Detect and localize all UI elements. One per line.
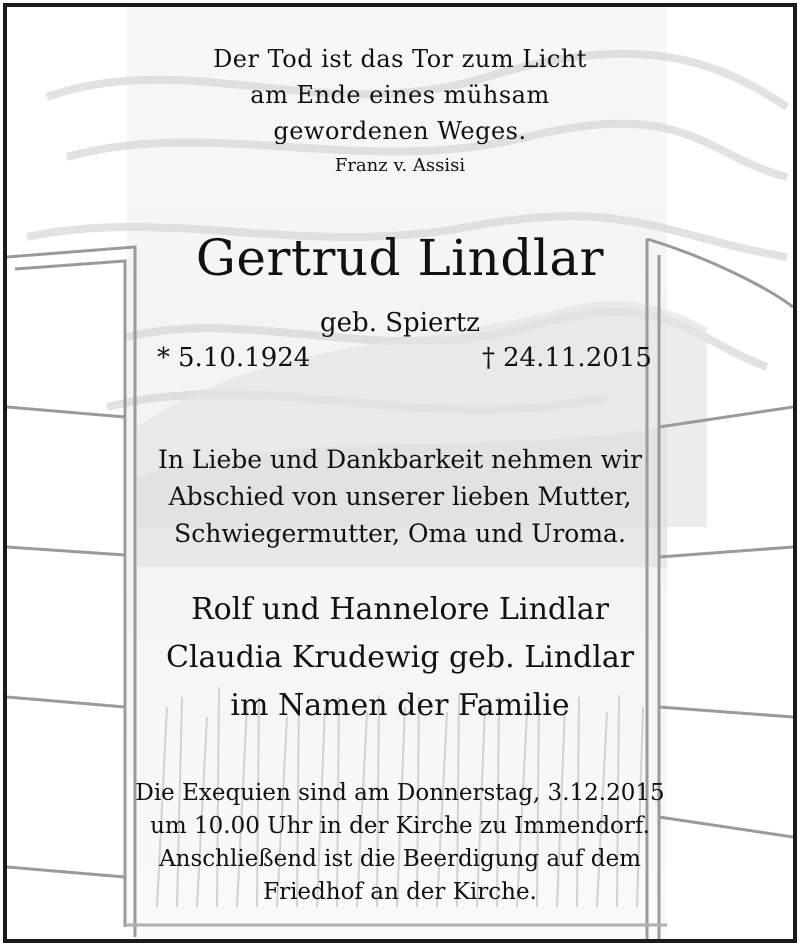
death-cross-icon: †: [482, 343, 495, 373]
quote-line-1: Der Tod ist das Tor zum Licht: [213, 45, 587, 73]
service-line-2: um 10.00 Uhr in der Kirche zu Immendorf.: [150, 813, 650, 839]
service-line-3: Anschließend ist die Beerdigung auf dem: [159, 846, 641, 872]
quote-line-3: gewordenen Weges.: [273, 117, 527, 145]
birth-date-group: [157, 343, 310, 373]
service-line-1: Die Exequien sind am Donnerstag, 3.12.2015: [135, 780, 665, 806]
death-date: 24.11.2015: [503, 343, 652, 373]
message-line-3: Schwiegermutter, Oma und Uroma.: [174, 519, 626, 548]
maiden-name: geb. Spiertz: [320, 308, 480, 338]
message-line-1: In Liebe und Dankbarkeit nehmen wir: [157, 445, 643, 474]
service-line-4: Friedhof an der Kirche.: [263, 879, 537, 905]
birth-star-icon: *: [157, 343, 170, 373]
family-line-3: im Namen der Familie: [230, 688, 570, 723]
obituary-content: [7, 7, 793, 939]
obituary-frame: [3, 3, 797, 943]
family-line-2: Claudia Krudewig geb. Lindlar: [165, 640, 635, 675]
quote-line-2: am Ende eines mühsam: [250, 81, 550, 109]
quote-author: Franz v. Assisi: [334, 155, 466, 176]
message-line-2: Abschied von unserer lieben Mutter,: [168, 482, 632, 511]
death-date-group: [482, 343, 652, 373]
deceased-name: Gertrud Lindlar: [195, 229, 605, 287]
birth-date: 5.10.1924: [178, 343, 311, 373]
family-line-1: Rolf und Hannelore Lindlar: [191, 592, 609, 627]
